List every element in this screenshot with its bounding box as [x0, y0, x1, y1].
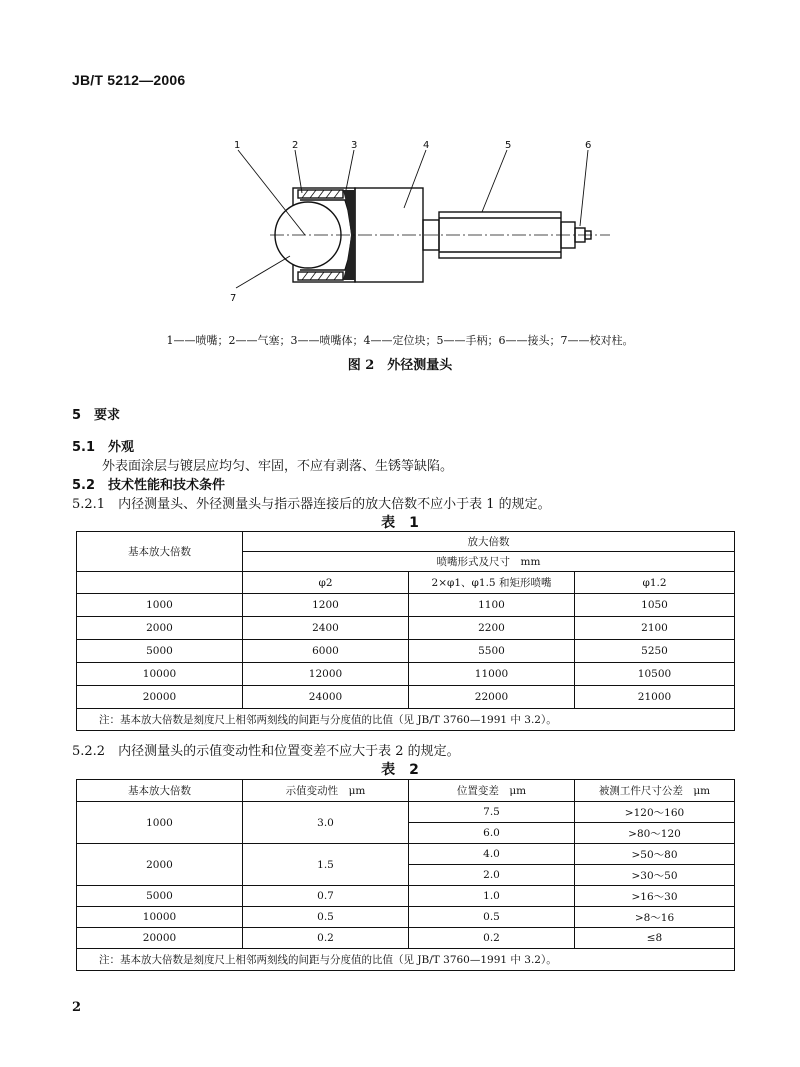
table-cell: 3.0 — [243, 802, 409, 844]
standard-number: JB/T 5212—2006 — [72, 72, 186, 88]
table-cell: 1.0 — [409, 886, 575, 907]
section-5-1-text: 外表面涂层与镀层应均匀、牢固，不应有剥落、生锈等缺陷。 — [102, 459, 454, 474]
table-row — [77, 640, 735, 663]
table-cell: 22000 — [409, 686, 575, 709]
table-cell: 10000 — [77, 663, 243, 686]
table-1-note: 注：基本放大倍数是刻度尺上相邻两刻线的间距与分度值的比值（见 JB/T 3760—1991 中 3.2）。 — [77, 709, 735, 731]
page-number: 2 — [72, 1000, 82, 1015]
section-5-2-1-text: 5.2.1 内径测量头、外径测量头与指示器连接后的放大倍数不应小于表 1 的规定。 — [72, 497, 551, 512]
table-2-header: 被测工件尺寸公差 μm — [575, 780, 735, 802]
table-cell: 12000 — [243, 663, 409, 686]
table-cell: 0.5 — [243, 907, 409, 928]
table-row — [77, 928, 735, 949]
table-1-header-nozzle-col: φ1.2 — [575, 572, 735, 594]
table-2-header: 示值变动性 μm — [243, 780, 409, 802]
table-cell: 1000 — [77, 802, 243, 844]
table-cell: 24000 — [243, 686, 409, 709]
table-1-header-basic: 基本放大倍数 — [77, 532, 243, 572]
table-cell: 2100 — [575, 617, 735, 640]
section-5-2-2-text: 5.2.2 内径测量头的示值变动性和位置变差不应大于表 2 的规定。 — [72, 744, 460, 759]
table-cell: 1100 — [409, 594, 575, 617]
table-cell: >8～16 — [575, 907, 735, 928]
table-1-header-nozzle: 喷嘴形式及尺寸 mm — [243, 552, 735, 572]
section-5-2-heading: 5.2 技术性能和技术条件 — [72, 478, 226, 493]
table-cell: 5500 — [409, 640, 575, 663]
table-cell: 5250 — [575, 640, 735, 663]
table-cell: 0.7 — [243, 886, 409, 907]
table-row — [77, 844, 735, 865]
table-cell: 6.0 — [409, 823, 575, 844]
table-cell: 10000 — [77, 907, 243, 928]
figure-legend: 1——喷嘴；2——气塞；3——喷嘴体；4——定位块；5——手柄；6——接头；7——校对柱。 — [166, 334, 634, 347]
table-cell: 10500 — [575, 663, 735, 686]
outer-diameter-gauge-head-drawing — [180, 138, 620, 308]
table-cell: >30～50 — [575, 865, 735, 886]
table-cell: 20000 — [77, 928, 243, 949]
table-cell: 5000 — [77, 640, 243, 663]
table-cell: 2.0 — [409, 865, 575, 886]
table-cell: >120～160 — [575, 802, 735, 823]
table-cell: >16～30 — [575, 886, 735, 907]
table-2-title: 表 2 — [381, 762, 419, 778]
table-cell: 2400 — [243, 617, 409, 640]
table-cell: 4.0 — [409, 844, 575, 865]
callout-1: 1 — [234, 140, 241, 151]
table-cell: 20000 — [77, 686, 243, 709]
table-2-note: 注：基本放大倍数是刻度尺上相邻两刻线的间距与分度值的比值（见 JB/T 3760—1991 中 3.2）。 — [77, 949, 735, 971]
table-row — [77, 686, 735, 709]
table-row — [77, 886, 735, 907]
table-1 — [76, 531, 735, 731]
table-row — [77, 617, 735, 640]
table-cell: 6000 — [243, 640, 409, 663]
callout-2: 2 — [292, 140, 299, 151]
section-5-1-heading: 5.1 外观 — [72, 440, 135, 455]
table-cell: >50～80 — [575, 844, 735, 865]
table-2-header: 基本放大倍数 — [77, 780, 243, 802]
table-1-header-nozzle-col: φ2 — [243, 572, 409, 594]
table-1-header-blank — [77, 572, 243, 594]
callout-7: 7 — [230, 293, 237, 304]
table-cell: 2000 — [77, 844, 243, 886]
table-row — [77, 663, 735, 686]
table-1-header-nozzle-col: 2×φ1、φ1.5 和矩形喷嘴 — [409, 572, 575, 594]
table-cell: >80～120 — [575, 823, 735, 844]
table-2-header: 位置变差 μm — [409, 780, 575, 802]
table-cell: 1050 — [575, 594, 735, 617]
table-cell: 5000 — [77, 886, 243, 907]
callout-3: 3 — [351, 140, 358, 151]
table-cell: 7.5 — [409, 802, 575, 823]
table-cell: 1.5 — [243, 844, 409, 886]
table-cell: 2200 — [409, 617, 575, 640]
table-row — [77, 594, 735, 617]
callout-5: 5 — [505, 140, 512, 151]
table-1-title: 表 1 — [381, 515, 419, 531]
table-cell: 0.2 — [409, 928, 575, 949]
table-cell: ≤8 — [575, 928, 735, 949]
section-5-heading: 5 要求 — [72, 408, 121, 423]
table-cell: 11000 — [409, 663, 575, 686]
table-row — [77, 802, 735, 823]
table-2 — [76, 779, 735, 971]
table-cell: 1200 — [243, 594, 409, 617]
callout-4: 4 — [423, 140, 430, 151]
table-cell: 1000 — [77, 594, 243, 617]
table-cell: 0.2 — [243, 928, 409, 949]
callout-6: 6 — [585, 140, 592, 151]
table-cell: 21000 — [575, 686, 735, 709]
table-cell: 0.5 — [409, 907, 575, 928]
table-cell: 2000 — [77, 617, 243, 640]
table-1-header-magnification: 放大倍数 — [243, 532, 735, 552]
table-row — [77, 907, 735, 928]
figure-caption: 图 2 外径测量头 — [347, 358, 453, 373]
